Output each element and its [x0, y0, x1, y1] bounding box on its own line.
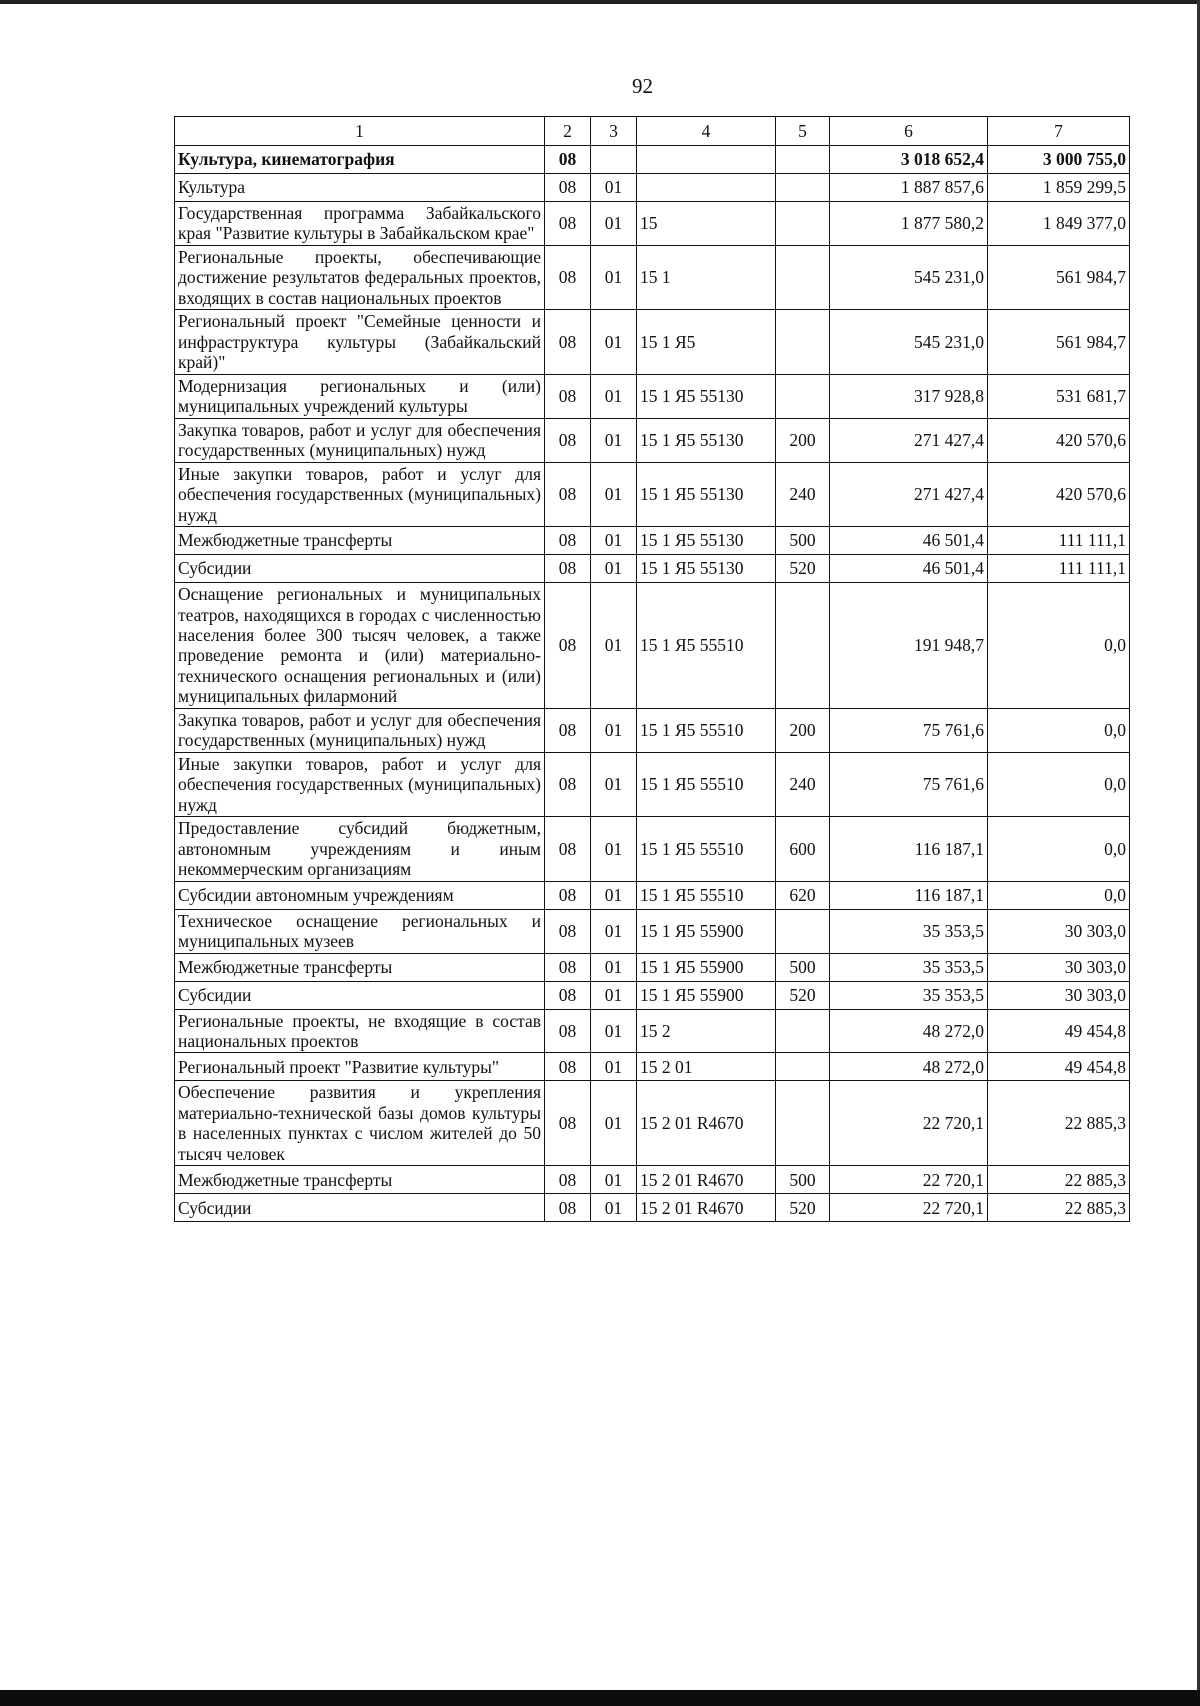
expense-type-code: 520 — [776, 981, 830, 1009]
expense-type-code — [776, 202, 830, 246]
subsection-code: 01 — [591, 202, 637, 246]
section-code: 08 — [545, 245, 591, 309]
page-bottom-edge — [0, 1690, 1200, 1706]
amount-year-2: 22 885,3 — [988, 1194, 1130, 1222]
page-number: 92 — [632, 74, 653, 98]
expense-type-code — [776, 245, 830, 309]
subsection-code: 01 — [591, 953, 637, 981]
amount-year-2: 561 984,7 — [988, 245, 1130, 309]
amount-year-1: 3 018 652,4 — [830, 146, 988, 174]
section-code: 08 — [545, 146, 591, 174]
amount-year-1: 545 231,0 — [830, 245, 988, 309]
amount-year-2: 1 849 377,0 — [988, 202, 1130, 246]
amount-year-1: 22 720,1 — [830, 1166, 988, 1194]
table-row — [175, 909, 1130, 953]
target-article-code: 15 2 01 — [637, 1053, 776, 1081]
table-row — [175, 1081, 1130, 1166]
target-article-code: 15 2 01 R4670 — [637, 1081, 776, 1166]
row-name: Оснащение региональных и муниципальных театров, находящихся в городах с численностью населения более 300 тысяч человек, а также проведение ремонта и (или) материально-технического оснащения региональных и (или) муниципальных филармоний — [175, 583, 545, 709]
amount-year-1: 116 187,1 — [830, 881, 988, 909]
amount-year-1: 48 272,0 — [830, 1009, 988, 1053]
subsection-code: 01 — [591, 909, 637, 953]
header-cell: 3 — [591, 117, 637, 146]
expense-type-code: 200 — [776, 418, 830, 462]
amount-year-1: 22 720,1 — [830, 1194, 988, 1222]
amount-year-2: 1 859 299,5 — [988, 174, 1130, 202]
subsection-code: 01 — [591, 374, 637, 418]
table-row — [175, 174, 1130, 202]
amount-year-1: 46 501,4 — [830, 555, 988, 583]
section-code: 08 — [545, 953, 591, 981]
target-article-code: 15 1 Я5 55510 — [637, 708, 776, 752]
section-code: 08 — [545, 1053, 591, 1081]
amount-year-1: 75 761,6 — [830, 708, 988, 752]
row-name: Региональный проект "Развитие культуры" — [175, 1053, 545, 1081]
table-row — [175, 1053, 1130, 1081]
target-article-code: 15 2 — [637, 1009, 776, 1053]
row-name: Межбюджетные трансферты — [175, 1166, 545, 1194]
header-cell: 7 — [988, 117, 1130, 146]
expense-type-code: 620 — [776, 881, 830, 909]
header-cell: 6 — [830, 117, 988, 146]
row-name: Субсидии — [175, 555, 545, 583]
header-cell: 4 — [637, 117, 776, 146]
table-row — [175, 527, 1130, 555]
section-code: 08 — [545, 1194, 591, 1222]
expense-type-code — [776, 146, 830, 174]
amount-year-1: 48 272,0 — [830, 1053, 988, 1081]
section-code: 08 — [545, 555, 591, 583]
row-name: Субсидии — [175, 1194, 545, 1222]
amount-year-1: 1 887 857,6 — [830, 174, 988, 202]
target-article-code: 15 1 Я5 55130 — [637, 418, 776, 462]
subsection-code: 01 — [591, 981, 637, 1009]
amount-year-2: 561 984,7 — [988, 310, 1130, 374]
target-article-code: 15 2 01 R4670 — [637, 1166, 776, 1194]
section-code: 08 — [545, 752, 591, 816]
subsection-code: 01 — [591, 881, 637, 909]
row-name: Межбюджетные трансферты — [175, 953, 545, 981]
expense-type-code — [776, 909, 830, 953]
page-top-edge — [0, 0, 1200, 4]
expense-type-code — [776, 174, 830, 202]
expense-type-code — [776, 310, 830, 374]
section-code: 08 — [545, 527, 591, 555]
row-name: Субсидии автономным учреждениям — [175, 881, 545, 909]
section-code: 08 — [545, 462, 591, 526]
amount-year-2: 420 570,6 — [988, 418, 1130, 462]
table-row — [175, 462, 1130, 526]
subsection-code: 01 — [591, 310, 637, 374]
row-name: Государственная программа Забайкальского края "Развитие культуры в Забайкальском крае" — [175, 202, 545, 246]
target-article-code: 15 1 Я5 55130 — [637, 555, 776, 583]
table-row — [175, 202, 1130, 246]
header-cell: 2 — [545, 117, 591, 146]
section-code: 08 — [545, 1166, 591, 1194]
target-article-code — [637, 146, 776, 174]
amount-year-1: 271 427,4 — [830, 462, 988, 526]
header-cell: 1 — [175, 117, 545, 146]
subsection-code: 01 — [591, 583, 637, 709]
row-name: Закупка товаров, работ и услуг для обеспечения государственных (муниципальных) нужд — [175, 418, 545, 462]
section-code: 08 — [545, 310, 591, 374]
amount-year-1: 317 928,8 — [830, 374, 988, 418]
target-article-code: 15 1 — [637, 245, 776, 309]
amount-year-2: 0,0 — [988, 752, 1130, 816]
amount-year-1: 22 720,1 — [830, 1081, 988, 1166]
table-row — [175, 245, 1130, 309]
amount-year-2: 0,0 — [988, 583, 1130, 709]
table-row — [175, 953, 1130, 981]
table-row — [175, 310, 1130, 374]
subsection-code: 01 — [591, 1053, 637, 1081]
table-row — [175, 555, 1130, 583]
amount-year-2: 0,0 — [988, 708, 1130, 752]
row-name: Региональные проекты, обеспечивающие достижение результатов федеральных проектов, входящих в состав национальных проектов — [175, 245, 545, 309]
header-row — [175, 117, 1130, 146]
target-article-code: 15 1 Я5 — [637, 310, 776, 374]
section-code: 08 — [545, 881, 591, 909]
expense-type-code — [776, 1053, 830, 1081]
target-article-code: 15 1 Я5 55510 — [637, 881, 776, 909]
amount-year-2: 420 570,6 — [988, 462, 1130, 526]
amount-year-2: 3 000 755,0 — [988, 146, 1130, 174]
amount-year-1: 545 231,0 — [830, 310, 988, 374]
subsection-code: 01 — [591, 527, 637, 555]
target-article-code: 15 1 Я5 55510 — [637, 817, 776, 881]
table-row — [175, 374, 1130, 418]
section-code: 08 — [545, 418, 591, 462]
expense-type-code: 200 — [776, 708, 830, 752]
amount-year-2: 111 111,1 — [988, 527, 1130, 555]
row-name: Субсидии — [175, 981, 545, 1009]
row-name: Культура, кинематография — [175, 146, 545, 174]
subsection-code: 01 — [591, 817, 637, 881]
section-code: 08 — [545, 202, 591, 246]
section-code: 08 — [545, 909, 591, 953]
amount-year-1: 35 353,5 — [830, 981, 988, 1009]
row-name: Региональные проекты, не входящие в состав национальных проектов — [175, 1009, 545, 1053]
target-article-code: 15 — [637, 202, 776, 246]
row-name: Техническое оснащение региональных и муниципальных музеев — [175, 909, 545, 953]
target-article-code: 15 1 Я5 55900 — [637, 909, 776, 953]
row-name: Межбюджетные трансферты — [175, 527, 545, 555]
target-article-code: 15 1 Я5 55510 — [637, 752, 776, 816]
expense-type-code: 520 — [776, 555, 830, 583]
row-name: Закупка товаров, работ и услуг для обеспечения государственных (муниципальных) нужд — [175, 708, 545, 752]
table-row — [175, 881, 1130, 909]
row-name: Региональный проект "Семейные ценности и инфраструктура культуры (Забайкальский край)" — [175, 310, 545, 374]
table-row — [175, 752, 1130, 816]
amount-year-1: 271 427,4 — [830, 418, 988, 462]
section-code: 08 — [545, 583, 591, 709]
target-article-code: 15 1 Я5 55130 — [637, 374, 776, 418]
subsection-code: 01 — [591, 1081, 637, 1166]
expense-type-code: 240 — [776, 752, 830, 816]
subsection-code: 01 — [591, 708, 637, 752]
subsection-code: 01 — [591, 555, 637, 583]
target-article-code: 15 1 Я5 55510 — [637, 583, 776, 709]
target-article-code: 15 1 Я5 55130 — [637, 462, 776, 526]
amount-year-2: 22 885,3 — [988, 1166, 1130, 1194]
row-name: Иные закупки товаров, работ и услуг для обеспечения государственных (муниципальных) нужд — [175, 462, 545, 526]
row-name: Культура — [175, 174, 545, 202]
expense-type-code — [776, 374, 830, 418]
amount-year-1: 35 353,5 — [830, 953, 988, 981]
row-name: Модернизация региональных и (или) муниципальных учреждений культуры — [175, 374, 545, 418]
amount-year-1: 191 948,7 — [830, 583, 988, 709]
table-row — [175, 1194, 1130, 1222]
amount-year-2: 49 454,8 — [988, 1053, 1130, 1081]
target-article-code: 15 1 Я5 55900 — [637, 981, 776, 1009]
expense-type-code: 520 — [776, 1194, 830, 1222]
subsection-code: 01 — [591, 245, 637, 309]
table-body — [175, 146, 1130, 1222]
subsection-code: 01 — [591, 462, 637, 526]
target-article-code: 15 1 Я5 55130 — [637, 527, 776, 555]
amount-year-1: 46 501,4 — [830, 527, 988, 555]
subsection-code — [591, 146, 637, 174]
expense-type-code: 500 — [776, 953, 830, 981]
amount-year-2: 30 303,0 — [988, 981, 1130, 1009]
amount-year-1: 75 761,6 — [830, 752, 988, 816]
table-row — [175, 981, 1130, 1009]
row-name: Предоставление субсидий бюджетным, автономным учреждениям и иным некоммерческим организациям — [175, 817, 545, 881]
subsection-code: 01 — [591, 1194, 637, 1222]
header-cell: 5 — [776, 117, 830, 146]
expense-type-code: 500 — [776, 527, 830, 555]
expense-type-code — [776, 583, 830, 709]
expense-type-code: 240 — [776, 462, 830, 526]
table-row — [175, 1166, 1130, 1194]
amount-year-2: 111 111,1 — [988, 555, 1130, 583]
section-code: 08 — [545, 374, 591, 418]
amount-year-2: 30 303,0 — [988, 909, 1130, 953]
amount-year-2: 22 885,3 — [988, 1081, 1130, 1166]
table-row — [175, 1009, 1130, 1053]
table-row — [175, 817, 1130, 881]
row-name: Обеспечение развития и укрепления материально-технической базы домов культуры в населенных пунктах с числом жителей до 50 тысяч человек — [175, 1081, 545, 1166]
target-article-code: 15 2 01 R4670 — [637, 1194, 776, 1222]
table-row — [175, 708, 1130, 752]
target-article-code — [637, 174, 776, 202]
section-code: 08 — [545, 817, 591, 881]
table-row — [175, 583, 1130, 709]
expense-type-code: 600 — [776, 817, 830, 881]
section-code: 08 — [545, 708, 591, 752]
expense-type-code: 500 — [776, 1166, 830, 1194]
subsection-code: 01 — [591, 1166, 637, 1194]
table-row — [175, 418, 1130, 462]
budget-table — [174, 116, 1130, 1222]
amount-year-1: 116 187,1 — [830, 817, 988, 881]
section-code: 08 — [545, 1009, 591, 1053]
amount-year-2: 0,0 — [988, 817, 1130, 881]
expense-type-code — [776, 1009, 830, 1053]
amount-year-1: 35 353,5 — [830, 909, 988, 953]
row-name: Иные закупки товаров, работ и услуг для обеспечения государственных (муниципальных) нужд — [175, 752, 545, 816]
amount-year-2: 0,0 — [988, 881, 1130, 909]
subsection-code: 01 — [591, 1009, 637, 1053]
amount-year-2: 49 454,8 — [988, 1009, 1130, 1053]
amount-year-1: 1 877 580,2 — [830, 202, 988, 246]
amount-year-2: 531 681,7 — [988, 374, 1130, 418]
expense-type-code — [776, 1081, 830, 1166]
subsection-code: 01 — [591, 418, 637, 462]
section-code: 08 — [545, 1081, 591, 1166]
table-row — [175, 146, 1130, 174]
section-code: 08 — [545, 981, 591, 1009]
subsection-code: 01 — [591, 752, 637, 816]
amount-year-2: 30 303,0 — [988, 953, 1130, 981]
section-code: 08 — [545, 174, 591, 202]
subsection-code: 01 — [591, 174, 637, 202]
target-article-code: 15 1 Я5 55900 — [637, 953, 776, 981]
